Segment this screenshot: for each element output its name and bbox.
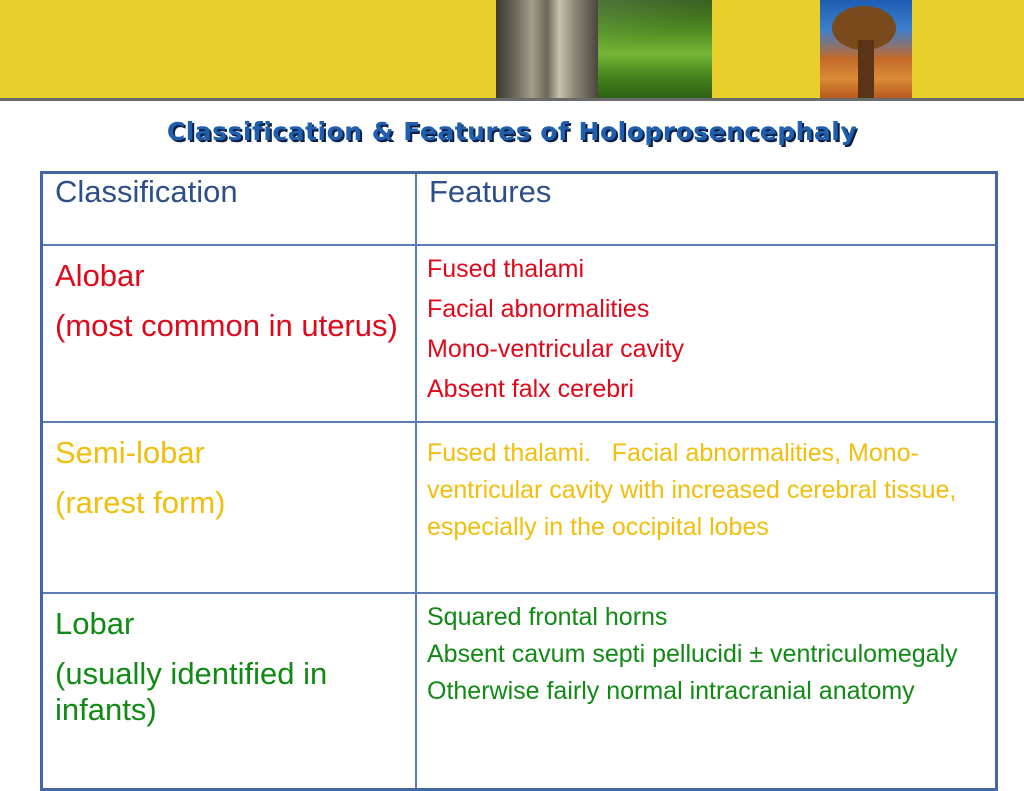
classification-cell	[42, 245, 417, 422]
feature-item: Absent falx cerebri	[427, 375, 635, 403]
feature-item: Fused thalami. Facial abnormalities, Mono-ventricular cavity with increased cerebral tissue, especially in the occipital lobes	[427, 439, 964, 541]
banner-divider	[0, 98, 1024, 101]
header-features: Features	[416, 173, 997, 246]
classification-table	[40, 171, 998, 791]
feature-item: Otherwise fairly normal intracranial anatomy	[427, 677, 915, 705]
feature-item: Absent cavum septi pellucidi ± ventriculomegaly	[427, 640, 958, 668]
slide-title: Classification & Features of Holoprosencephaly	[166, 117, 858, 146]
feature-item: Fused thalami	[427, 255, 585, 283]
banner-photo-field	[598, 0, 712, 98]
features-cell	[416, 245, 997, 422]
table-row	[42, 422, 997, 593]
banner-photo-window	[496, 0, 598, 98]
classification-cell	[42, 593, 417, 790]
classification-note: (rarest form)	[55, 485, 226, 520]
feature-item: Mono-ventricular cavity	[427, 335, 685, 363]
classification-note: (most common in uterus)	[55, 308, 398, 343]
classification-cell	[42, 422, 417, 593]
classification-name: Semi-lobar	[55, 435, 205, 470]
classification-name: Alobar	[55, 258, 145, 293]
feature-item: Facial abnormalities	[427, 295, 650, 323]
feature-item: Squared frontal horns	[427, 603, 668, 631]
features-cell	[416, 593, 997, 790]
table-header-row	[42, 173, 997, 246]
classification-note: (usually identified in infants)	[55, 656, 328, 727]
header-classification: Classification	[42, 173, 417, 246]
classification-name: Lobar	[55, 606, 135, 641]
tree-trunk-shape	[858, 40, 874, 98]
table-row	[42, 245, 997, 422]
table-row	[42, 593, 997, 790]
features-cell	[416, 422, 997, 593]
